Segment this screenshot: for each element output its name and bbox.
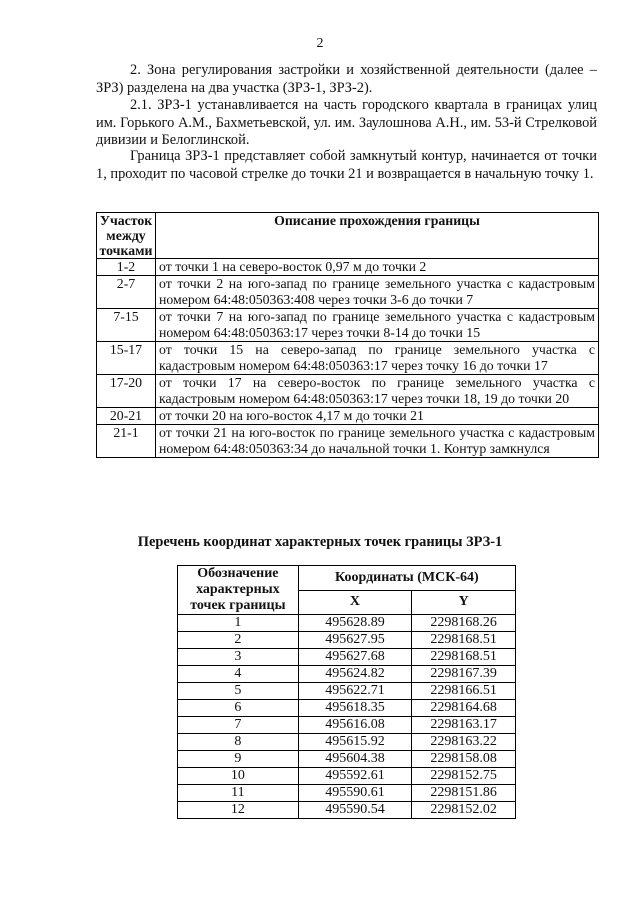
table-row xyxy=(178,785,516,802)
table-row xyxy=(97,425,599,458)
table-row xyxy=(178,632,516,649)
segment-cell: 17-20 xyxy=(97,375,156,408)
table-row xyxy=(178,802,516,819)
x-coordinate-cell: 495604.38 xyxy=(298,751,412,768)
table-row xyxy=(97,342,599,375)
table-row xyxy=(178,615,516,632)
table-row xyxy=(97,276,599,309)
point-number-cell: 6 xyxy=(178,700,299,717)
table-row xyxy=(97,375,599,408)
y-coordinate-cell: 2298164.68 xyxy=(412,700,516,717)
description-cell: от точки 15 на северо-запад по границе земельного участка с кадастровым номером 64:48:050363:17 через точку 16 до точки 17 xyxy=(156,342,599,375)
point-number-cell: 11 xyxy=(178,785,299,802)
y-coordinate-cell: 2298152.75 xyxy=(412,768,516,785)
description-cell: от точки 20 на юго-восток 4,17 м до точки 21 xyxy=(156,408,599,425)
description-cell: от точки 21 на юго-восток по границе земельного участка с кадастровым номером 64:48:050363:34 до начальной точки 1. Контур замкнулся xyxy=(156,425,599,458)
description-cell: от точки 2 на юго-запад по границе земельного участка с кадастровым номером 64:48:050363:408 через точки 3-6 до точки 7 xyxy=(156,276,599,309)
table-row xyxy=(97,259,599,276)
x-coordinate-cell: 495624.82 xyxy=(298,666,412,683)
x-coordinate-cell: 495622.71 xyxy=(298,683,412,700)
table-row xyxy=(97,309,599,342)
paragraph-contour-description: Граница ЗРЗ-1 представляет собой замкнутый контур, начинается от точки 1, проходит по часовой стрелке до точки 21 и возвращается в начальную точку 1. xyxy=(96,148,597,182)
table-row xyxy=(178,649,516,666)
table-row xyxy=(97,408,599,425)
point-number-cell: 12 xyxy=(178,802,299,819)
y-coordinate-cell: 2298163.22 xyxy=(412,734,516,751)
y-coordinate-cell: 2298151.86 xyxy=(412,785,516,802)
table-header-row xyxy=(178,566,516,591)
paragraph-zrz1-bounds: 2.1. ЗРЗ-1 устанавливается на часть городского квартала в границах улиц им. Горького А.М., Бахметьевской, ул. им. Заулошнова А.Н., им. 53-й Стрелковой дивизии и Белоглинской. xyxy=(96,97,597,148)
x-coordinate-cell: 495590.54 xyxy=(298,802,412,819)
column-header-y: Y xyxy=(412,590,516,615)
table-row xyxy=(178,666,516,683)
x-coordinate-cell: 495627.68 xyxy=(298,649,412,666)
table-row xyxy=(178,683,516,700)
page-number: 2 xyxy=(316,36,324,51)
x-coordinate-cell: 495618.35 xyxy=(298,700,412,717)
x-coordinate-cell: 495590.61 xyxy=(298,785,412,802)
y-coordinate-cell: 2298168.51 xyxy=(412,649,516,666)
table-row xyxy=(178,768,516,785)
segment-cell: 21-1 xyxy=(97,425,156,458)
column-header-x: X xyxy=(298,590,412,615)
point-number-cell: 9 xyxy=(178,751,299,768)
y-coordinate-cell: 2298166.51 xyxy=(412,683,516,700)
table-row xyxy=(178,751,516,768)
y-coordinate-cell: 2298168.51 xyxy=(412,632,516,649)
x-coordinate-cell: 495616.08 xyxy=(298,717,412,734)
segment-cell: 7-15 xyxy=(97,309,156,342)
y-coordinate-cell: 2298167.39 xyxy=(412,666,516,683)
x-coordinate-cell: 495627.95 xyxy=(298,632,412,649)
x-coordinate-cell: 495628.89 xyxy=(298,615,412,632)
point-number-cell: 2 xyxy=(178,632,299,649)
point-number-cell: 1 xyxy=(178,615,299,632)
paragraph-zone-description: 2. Зона регулирования застройки и хозяйственной деятельности (далее – ЗРЗ) разделена на два участка (ЗРЗ-1, ЗРЗ-2). xyxy=(96,62,597,96)
table-row xyxy=(178,734,516,751)
x-coordinate-cell: 495615.92 xyxy=(298,734,412,751)
point-number-cell: 4 xyxy=(178,666,299,683)
coordinates-table xyxy=(177,565,516,819)
table-row xyxy=(178,717,516,734)
segment-cell: 2-7 xyxy=(97,276,156,309)
segment-cell: 1-2 xyxy=(97,259,156,276)
point-number-cell: 3 xyxy=(178,649,299,666)
description-cell: от точки 7 на юго-запад по границе земельного участка с кадастровым номером 64:48:050363:17 через точки 8-14 до точки 15 xyxy=(156,309,599,342)
y-coordinate-cell: 2298168.26 xyxy=(412,615,516,632)
point-number-cell: 7 xyxy=(178,717,299,734)
point-number-cell: 8 xyxy=(178,734,299,751)
table-header-row xyxy=(97,213,599,259)
table-row xyxy=(178,700,516,717)
coordinates-title: Перечень координат характерных точек границы ЗРЗ-1 xyxy=(137,534,503,550)
y-coordinate-cell: 2298152.02 xyxy=(412,802,516,819)
x-coordinate-cell: 495592.61 xyxy=(298,768,412,785)
y-coordinate-cell: 2298163.17 xyxy=(412,717,516,734)
y-coordinate-cell: 2298158.08 xyxy=(412,751,516,768)
segment-cell: 15-17 xyxy=(97,342,156,375)
column-header-segment: Участок между точками xyxy=(97,213,156,259)
boundary-segments-table xyxy=(96,212,599,458)
column-header-point: Обозначение характерных точек границы xyxy=(178,566,299,615)
segment-cell: 20-21 xyxy=(97,408,156,425)
column-header-description: Описание прохождения границы xyxy=(156,213,599,259)
point-number-cell: 10 xyxy=(178,768,299,785)
description-cell: от точки 1 на северо-восток 0,97 м до точки 2 xyxy=(156,259,599,276)
column-header-coordinates: Координаты (МСК-64) xyxy=(298,566,515,591)
point-number-cell: 5 xyxy=(178,683,299,700)
description-cell: от точки 17 на северо-восток по границе земельного участка с кадастровым номером 64:48:050363:17 через точки 18, 19 до точки 20 xyxy=(156,375,599,408)
